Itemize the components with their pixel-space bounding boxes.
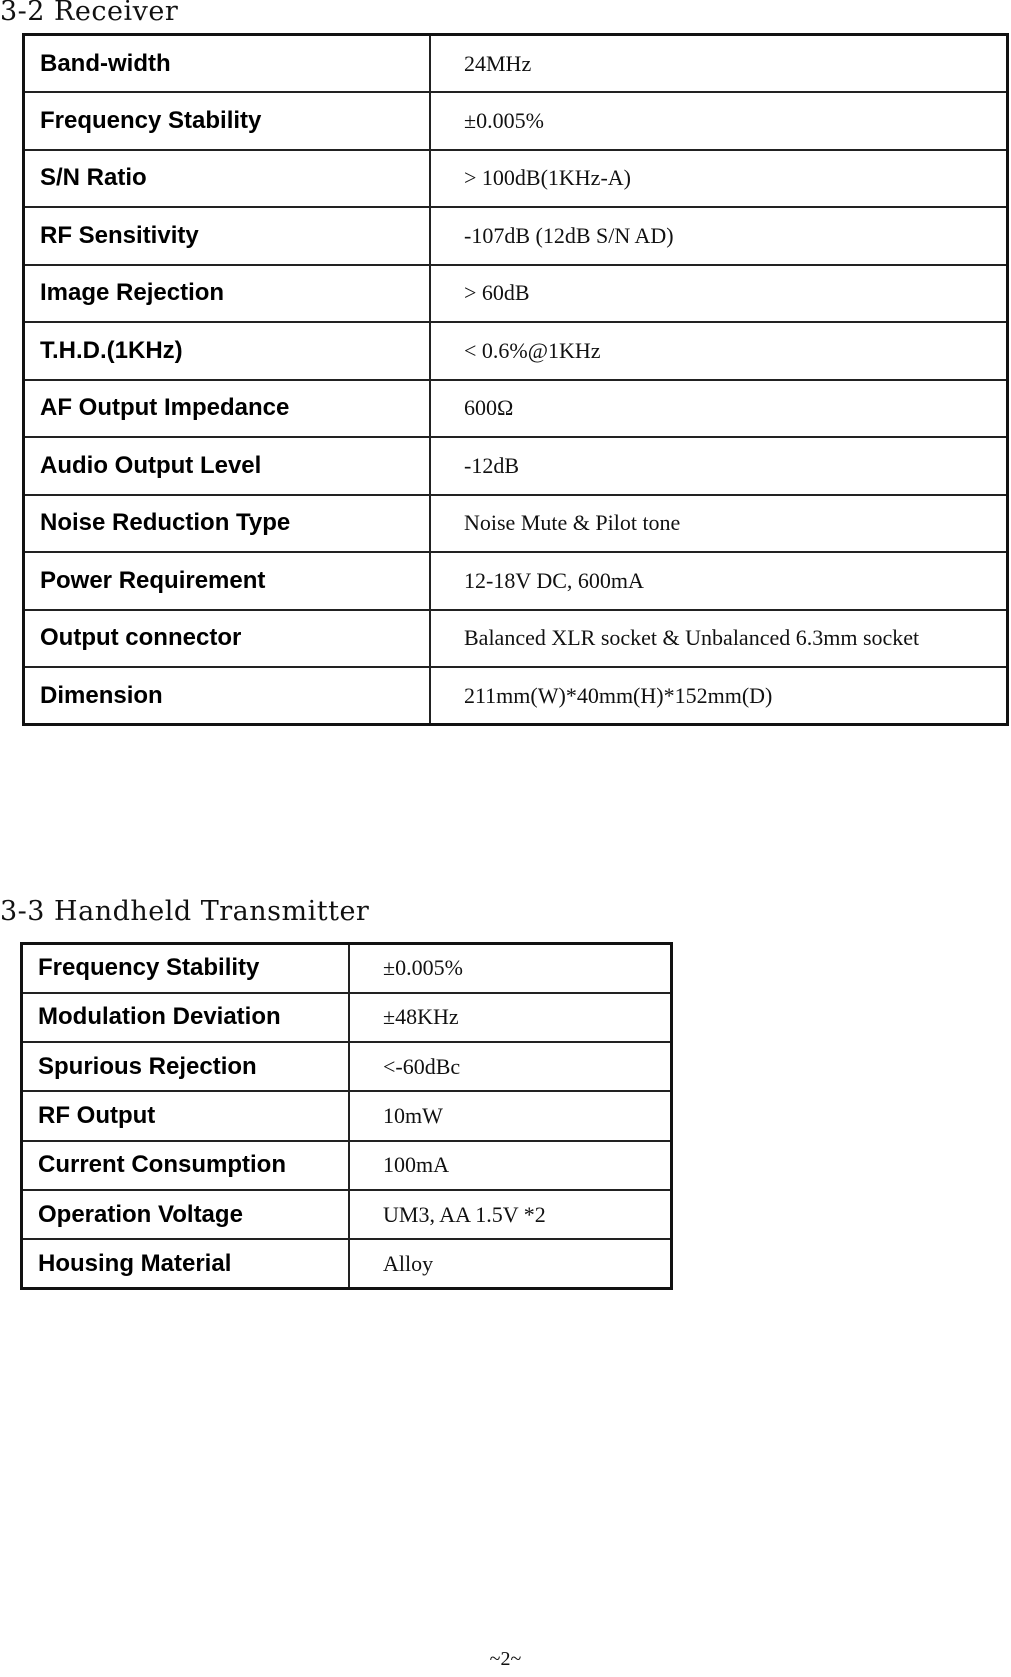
spec-label: Image Rejection — [24, 265, 431, 323]
table-row — [22, 1239, 672, 1288]
spec-label: Frequency Stability — [22, 944, 350, 993]
spec-value: 211mm(W)*40mm(H)*152mm(D) — [430, 667, 1008, 725]
spec-label: Output connector — [24, 610, 431, 668]
receiver-section-heading: 3-2 Receiver — [0, 0, 179, 27]
table-row — [24, 667, 1008, 725]
spec-value: ±0.005% — [349, 944, 672, 993]
spec-label: Audio Output Level — [24, 437, 431, 495]
table-row — [24, 552, 1008, 610]
transmitter-spec-table — [20, 942, 673, 1290]
spec-value: Balanced XLR socket & Unbalanced 6.3mm socket — [430, 610, 1008, 668]
table-row — [24, 610, 1008, 668]
table-row — [24, 207, 1008, 265]
spec-value: > 100dB(1KHz-A) — [430, 150, 1008, 208]
table-row — [22, 1141, 672, 1190]
table-row — [22, 1190, 672, 1239]
page-number: ~2~ — [489, 1648, 522, 1670]
table-row — [24, 92, 1008, 150]
table-row — [22, 1091, 672, 1140]
spec-value: Noise Mute & Pilot tone — [430, 495, 1008, 553]
spec-label: S/N Ratio — [24, 150, 431, 208]
spec-label: Frequency Stability — [24, 92, 431, 150]
table-row — [22, 993, 672, 1042]
table-row — [24, 150, 1008, 208]
table-row — [24, 265, 1008, 323]
spec-value: > 60dB — [430, 265, 1008, 323]
spec-label: RF Sensitivity — [24, 207, 431, 265]
table-row — [24, 35, 1008, 93]
spec-value: -107dB (12dB S/N AD) — [430, 207, 1008, 265]
spec-label: Housing Material — [22, 1239, 350, 1288]
spec-label: Spurious Rejection — [22, 1042, 350, 1091]
spec-value: 12-18V DC, 600mA — [430, 552, 1008, 610]
spec-value: ±0.005% — [430, 92, 1008, 150]
spec-value: < 0.6%@1KHz — [430, 322, 1008, 380]
spec-value: 100mA — [349, 1141, 672, 1190]
spec-label: Modulation Deviation — [22, 993, 350, 1042]
table-row — [22, 1042, 672, 1091]
table-row — [24, 495, 1008, 553]
spec-value: -12dB — [430, 437, 1008, 495]
spec-label: RF Output — [22, 1091, 350, 1140]
spec-label: AF Output Impedance — [24, 380, 431, 438]
table-row — [24, 380, 1008, 438]
spec-label: Noise Reduction Type — [24, 495, 431, 553]
table-row — [24, 437, 1008, 495]
spec-value: 10mW — [349, 1091, 672, 1140]
spec-label: Dimension — [24, 667, 431, 725]
spec-label: Current Consumption — [22, 1141, 350, 1190]
spec-value: Alloy — [349, 1239, 672, 1288]
spec-label: Operation Voltage — [22, 1190, 350, 1239]
spec-value: 600Ω — [430, 380, 1008, 438]
table-row — [22, 944, 672, 993]
spec-value: UM3, AA 1.5V *2 — [349, 1190, 672, 1239]
table-row — [24, 322, 1008, 380]
spec-label: T.H.D.(1KHz) — [24, 322, 431, 380]
transmitter-section-heading: 3-3 Handheld Transmitter — [0, 896, 370, 927]
spec-label: Band-width — [24, 35, 431, 93]
spec-value: <-60dBc — [349, 1042, 672, 1091]
receiver-spec-table — [22, 33, 1009, 726]
spec-value: 24MHz — [430, 35, 1008, 93]
spec-label: Power Requirement — [24, 552, 431, 610]
spec-value: ±48KHz — [349, 993, 672, 1042]
